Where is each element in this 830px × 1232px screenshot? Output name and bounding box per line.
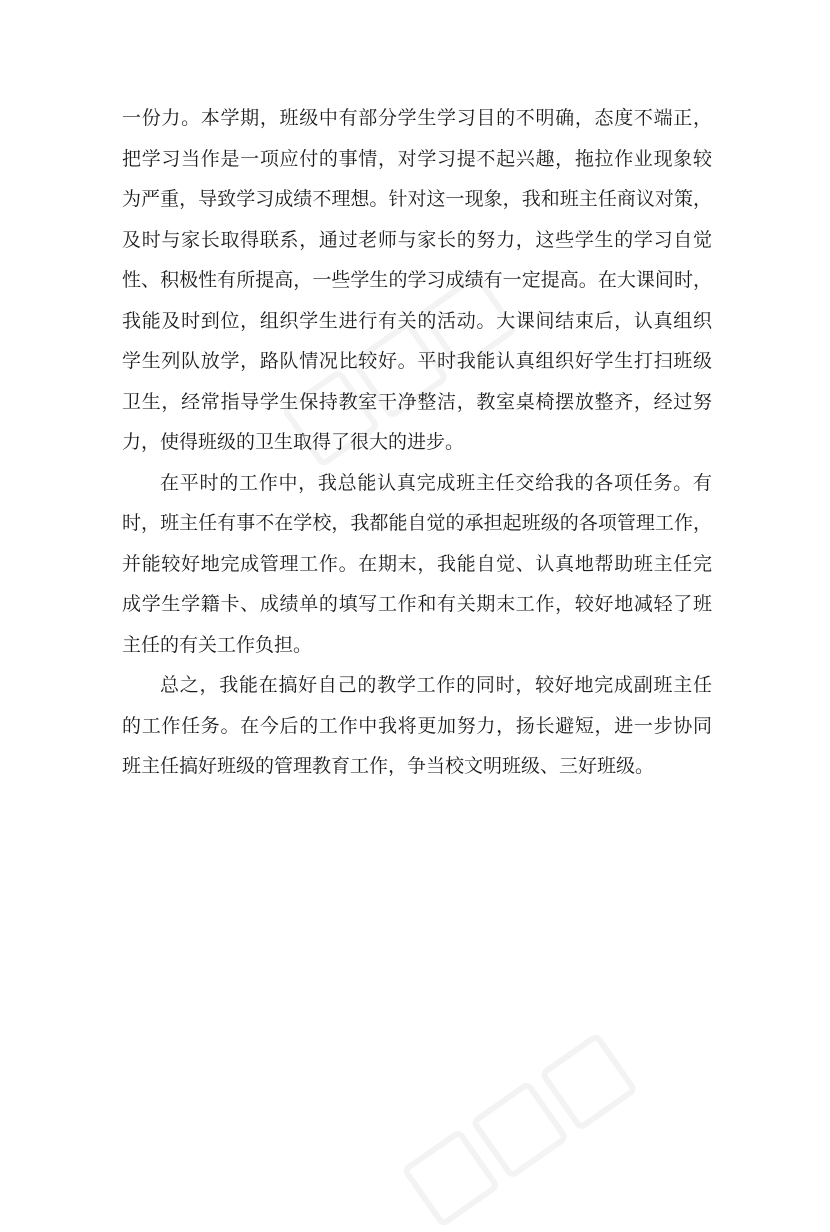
text-line: 在平时的工作中，我总能认真完成班主任交给我的各项任务。有 <box>160 471 712 494</box>
text-line: 性、积极性有所提高，一些学生的学习成绩有一定提高。在大课间时， <box>122 269 712 291</box>
text-line: 学生列队放学，路队情况比较好。平时我能认真组织好学生打扫班级 <box>122 350 712 372</box>
text-line: 我能及时到位，组织学生进行有关的活动。大课间结束后，认真组织 <box>122 309 712 332</box>
text-line: 主任的有关工作负担。 <box>122 633 313 656</box>
text-line: 总之，我能在搞好自己的教学工作的同时，较好地完成副班主任 <box>160 674 712 696</box>
text-line: 的工作任务。在今后的工作中我将更加努力，扬长避短，进一步协同 <box>122 714 712 737</box>
text-line: 并能较好地完成管理工作。在期末，我能自觉、认真地帮助班主任完 <box>122 552 712 575</box>
watermark-logo <box>401 1025 652 1232</box>
text-line: 成学生学籍卡、成绩单的填写工作和有关期末工作，较好地减轻了班 <box>122 593 712 615</box>
paragraph-3 <box>122 665 712 787</box>
text-line: 力，使得班级的卫生取得了很大的进步。 <box>122 431 465 453</box>
text-line: 把学习当作是一项应付的事情，对学习提不起兴趣，拖拉作业现象较 <box>122 147 712 170</box>
text-line: 一份力。本学期，班级中有部分学生学习目的不明确，态度不端正， <box>122 107 712 129</box>
text-line: 班主任搞好班级的管理教育工作，争当校文明班级、三好班级。 <box>122 755 655 777</box>
text-line: 时，班主任有事不在学校，我都能自觉的承担起班级的各项管理工作， <box>122 512 712 534</box>
text-line: 为严重，导致学习成绩不理想。针对这一现象，我和班主任商议对策， <box>122 188 712 210</box>
text-line: 卫生，经常指导学生保持教室干净整洁，教室桌椅摆放整齐，经过努 <box>122 390 712 413</box>
document-body <box>122 98 712 787</box>
text-line: 及时与家长取得联系，通过老师与家长的努力，这些学生的学习自觉 <box>122 228 712 251</box>
paragraph-2 <box>122 463 712 666</box>
paragraph-1 <box>122 98 712 463</box>
